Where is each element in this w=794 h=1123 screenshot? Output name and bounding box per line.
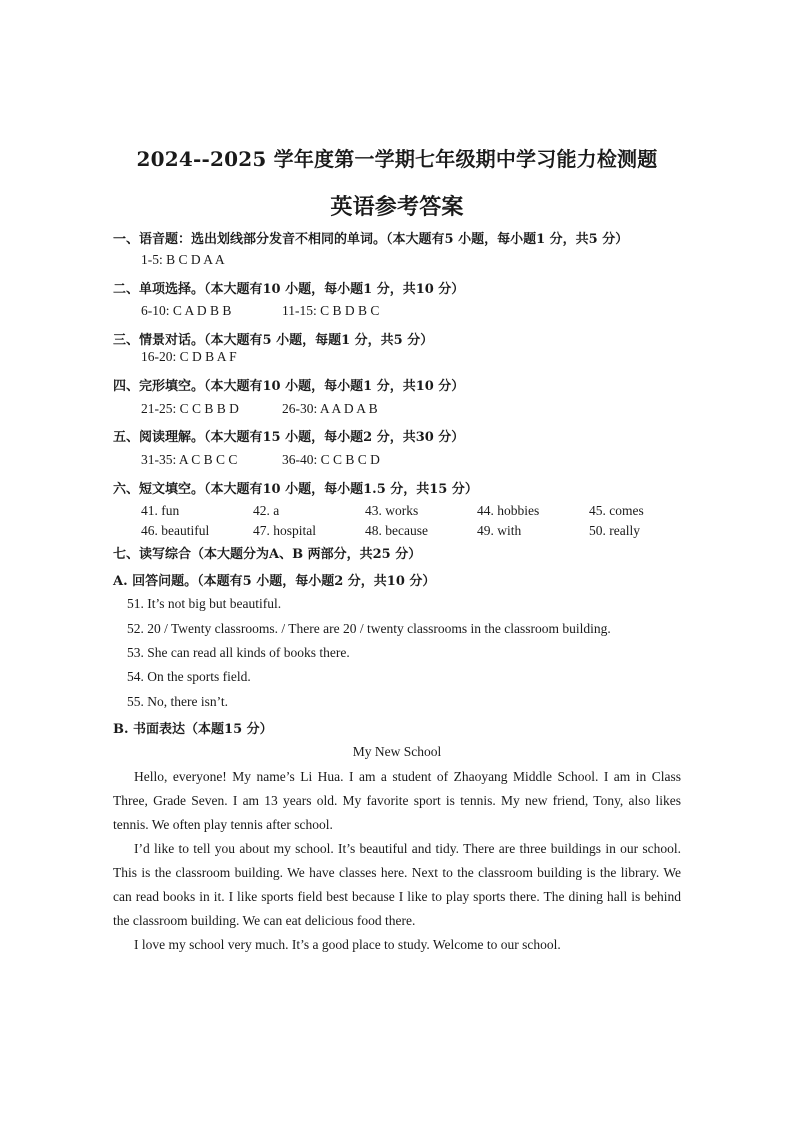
answer-line: 31-35: A C B C C [141, 452, 238, 467]
essay-paragraph: I love my school very much. It’s a good place to study. Welcome to our school. [134, 937, 561, 952]
document-subtitle: 英语参考答案 [330, 194, 464, 220]
answer-line: 51. It’s not big but beautiful. [127, 596, 282, 611]
blank-answer: 42. a [253, 503, 280, 518]
blank-answer: 45. comes [589, 503, 644, 518]
section-heading-3: 三、情景对话。（本大题有5 小题，每题1 分，共5 分） [113, 333, 434, 348]
blank-answer: 49. with [477, 523, 522, 538]
blank-answer: 41. fun [141, 503, 180, 518]
section-heading-2: 二、单项选择。（本大题有10 小题，每小题1 分，共10 分） [113, 282, 465, 297]
answer-line: 53. She can read all kinds of books there. [127, 645, 350, 660]
answer-line: 54. On the sports field. [127, 669, 251, 684]
answer-line: 1-5: B C D A A [141, 252, 225, 267]
answer-line: 16-20: C D B A F [141, 349, 237, 364]
section-heading-4: 四、完形填空。（本大题有10 小题，每小题1 分，共10 分） [113, 379, 465, 394]
blank-answer: 46. beautiful [141, 523, 210, 538]
essay-title: My New School [352, 744, 442, 759]
document-title: 2024--2025 学年度第一学期七年级期中学习能力检测题 [136, 147, 658, 171]
blank-answer: 43. works [365, 503, 419, 518]
answer-line: 6-10: C A D B B [141, 303, 232, 318]
section-heading-6: 六、短文填空。（本大题有10 小题，每小题1.5 分，共15 分） [113, 482, 478, 497]
blank-answer: 50. really [589, 523, 640, 538]
essay-paragraph: Hello, everyone! My name’s Li Hua. I am a student of Zhaoyang Middle School. I am in Class Three, Grade Seven. I am 13 years old. My favorite sport is tennis. My new friend, Tony, also likes tennis. We often play tennis after school. [113, 769, 681, 832]
blank-answer: 48. because [365, 523, 428, 538]
answer-line: 55. No, there isn’t. [127, 694, 228, 709]
answer-line: 52. 20 / Twenty classrooms. / There are 20 / twenty classrooms in the classroom building. [127, 621, 611, 636]
answer-line: 21-25: C C B B D [141, 401, 239, 416]
answer-line: 26-30: A A D A B [282, 401, 378, 416]
section-heading-7: 七、读写综合（本大题分为A、B 两部分，共25 分） [113, 547, 422, 562]
blank-answer: 44. hobbies [477, 503, 540, 518]
blank-answer: 47. hospital [253, 523, 316, 538]
answer-line: 36-40: C C B C D [282, 452, 380, 467]
section-heading-5: 五、阅读理解。（本大题有15 小题，每小题2 分，共30 分） [113, 430, 465, 445]
part-a-heading: A. 回答问题。（本题有5 小题，每小题2 分，共10 分） [113, 574, 436, 589]
essay-paragraph: I’d like to tell you about my school. It’s beautiful and tidy. There are three buildings in our school. This is the classroom building. We have classes here. Next to the classroom building is the library. We can read books in it. I like sports field best because I like to play sports there. The dining hall is behind the classroom building. We can eat delicious food there. [113, 841, 681, 928]
answer-line: 11-15: C B D B C [282, 303, 380, 318]
section-heading-1: 一、语音题：选出划线部分发音不相同的单词。（本大题有5 小题，每小题1 分，共5 分） [113, 232, 629, 247]
part-b-heading: B. 书面表达（本题15 分） [113, 722, 273, 737]
